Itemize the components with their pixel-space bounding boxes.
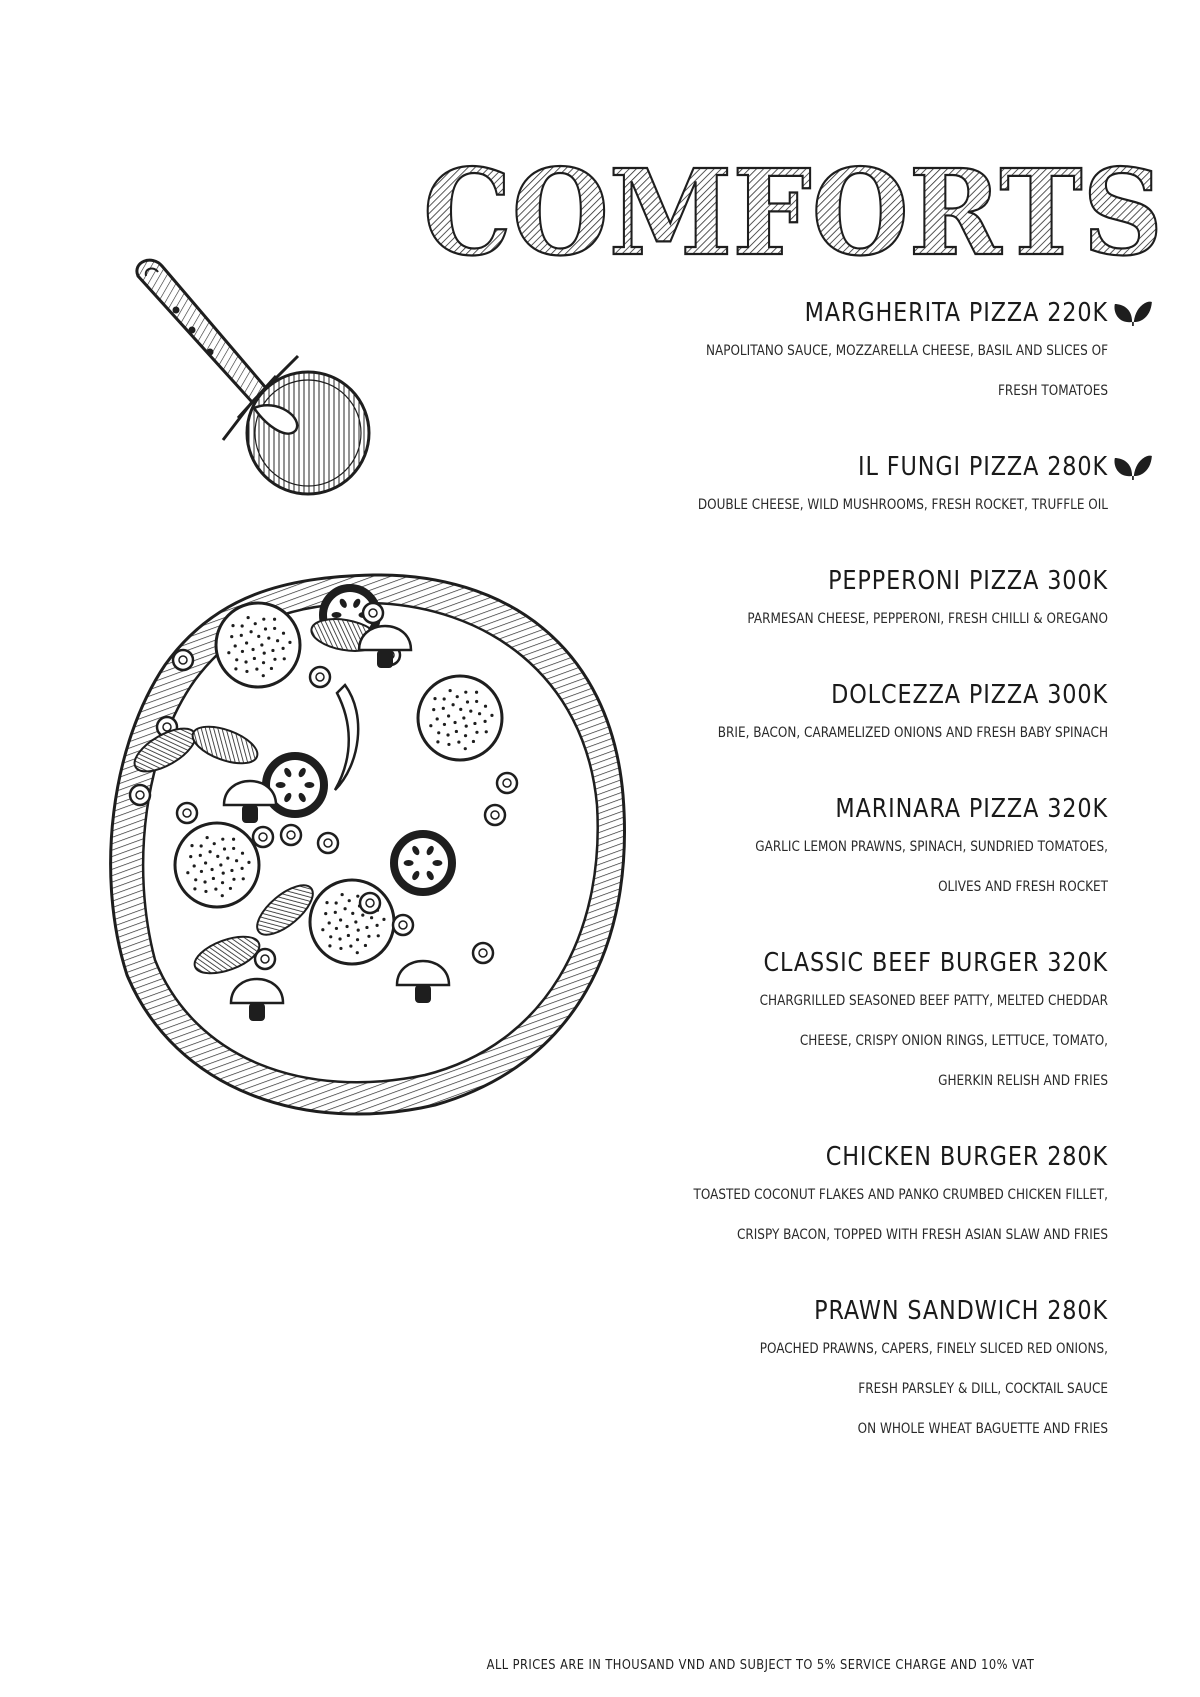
menu-item-title [678,677,1108,713]
menu-item [608,791,1108,907]
menu-item-description: BRIE, BACON, CARAMELIZED ONIONS AND FRESH BABY SPINACH [717,725,1108,741]
leaf-icon [1113,300,1153,326]
menu-item-title [678,945,1108,981]
menu-item-name: CLASSIC BEEF BURGER 320K [763,948,1108,978]
menu-item-name: MARINARA PIZZA 320K [835,794,1108,824]
pepperoni-slice [418,676,502,760]
menu-list [608,295,1108,1487]
menu-item-name: CHICKEN BURGER 280K [825,1142,1108,1172]
menu-item-title [678,295,1108,331]
menu-item-description: FRESH PARSLEY & DILL, COCKTAIL SAUCE [858,1381,1108,1397]
page-title [408,142,1168,272]
pizza-illustration [105,565,640,1125]
menu-item-description: GHERKIN RELISH AND FRIES [938,1073,1108,1089]
menu-item-description: DOUBLE CHEESE, WILD MUSHROOMS, FRESH ROCKET, TRUFFLE OIL [697,497,1108,513]
page-title-text: COMFORTS [423,143,1163,272]
menu-item-description: GARLIC LEMON PRAWNS, SPINACH, SUNDRIED TOMATOES, [755,839,1108,855]
pepperoni-slice [310,880,394,964]
menu-item [608,295,1108,411]
pepperoni-slice [216,603,300,687]
leaf-icon [1113,454,1153,480]
menu-item-title [678,1293,1108,1329]
menu-item [608,1293,1108,1449]
menu-item [608,563,1108,639]
pizza-cutter-illustration [128,258,418,568]
menu-item [608,449,1108,525]
menu-item-title [678,563,1108,599]
menu-item-description: TOASTED COCONUT FLAKES AND PANKO CRUMBED CHICKEN FILLET, [693,1187,1108,1203]
page-title-graphic [408,142,1168,272]
footer-note: ALL PRICES ARE IN THOUSAND VND AND SUBJECT TO 5% SERVICE CHARGE AND 10% VAT [486,1658,1034,1673]
menu-item-description: CRISPY BACON, TOPPED WITH FRESH ASIAN SLAW AND FRIES [736,1227,1108,1243]
menu-item-description: CHEESE, CRISPY ONION RINGS, LETTUCE, TOMATO, [799,1033,1108,1049]
menu-item-description: OLIVES AND FRESH ROCKET [938,879,1108,895]
menu-item-description: CHARGRILLED SEASONED BEEF PATTY, MELTED CHEDDAR [759,993,1108,1009]
menu-item-title [678,791,1108,827]
menu-item-description: ON WHOLE WHEAT BAGUETTE AND FRIES [857,1421,1108,1437]
menu-item-name: MARGHERITA PIZZA 220K [804,298,1108,328]
menu-item-name: PEPPERONI PIZZA 300K [828,566,1108,596]
menu-item-name: PRAWN SANDWICH 280K [814,1296,1108,1326]
menu-item-name: DOLCEZZA PIZZA 300K [831,680,1108,710]
menu-item-description: POACHED PRAWNS, CAPERS, FINELY SLICED RED ONIONS, [759,1341,1108,1357]
menu-item-description: PARMESAN CHEESE, PEPPERONI, FRESH CHILLI & OREGANO [747,611,1108,627]
menu-item-title [678,449,1108,485]
menu-item-title [678,1139,1108,1175]
pepperoni-slice [175,823,259,907]
menu-item [608,1139,1108,1255]
menu-item [608,677,1108,753]
menu-item-description: NAPOLITANO SAUCE, MOZZARELLA CHEESE, BASIL AND SLICES OF [705,343,1108,359]
menu-item-description: FRESH TOMATOES [997,383,1108,399]
menu-item-name: IL FUNGI PIZZA 280K [858,452,1108,482]
menu-item [608,945,1108,1101]
